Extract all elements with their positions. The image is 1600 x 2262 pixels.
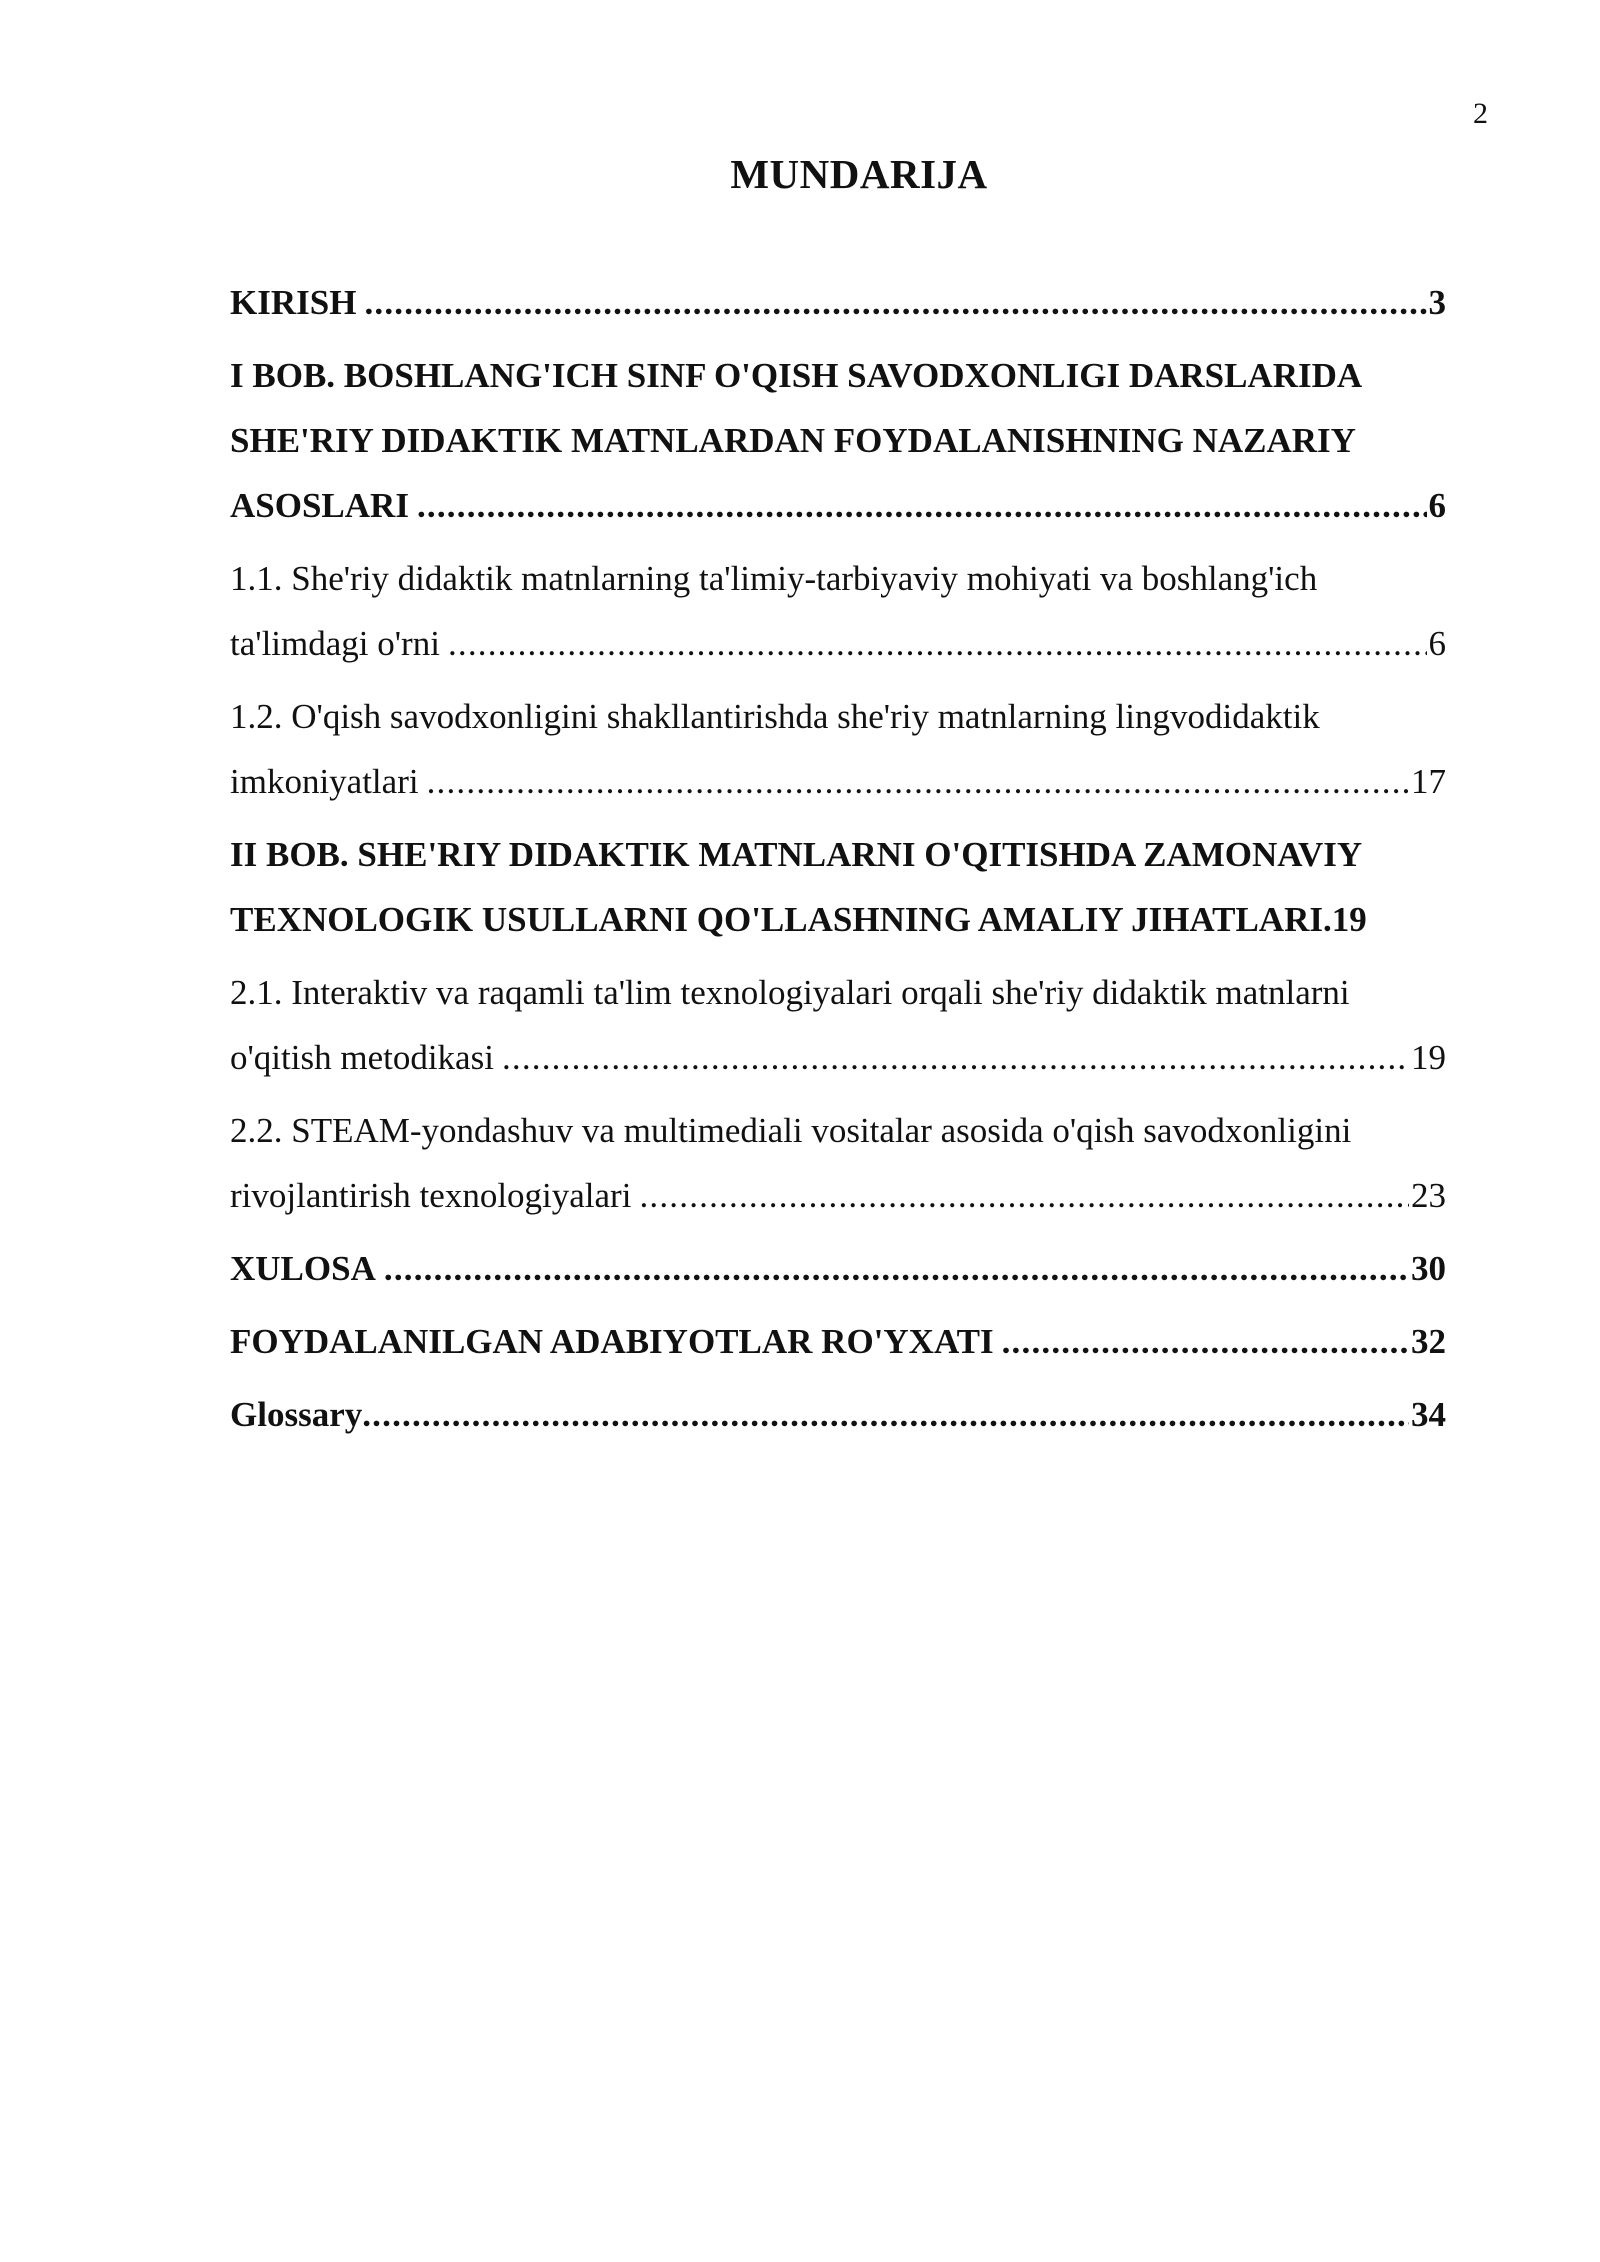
page-number: 2 — [1473, 97, 1488, 130]
page-title: MUNDARIJA — [730, 151, 988, 197]
toc-entry-label: Glossary — [230, 1395, 363, 1434]
toc-entry-label: FOYDALANILGAN ADABIYOTLAR RO'YXATI — [230, 1322, 994, 1361]
toc-entry-xulosa[interactable] — [230, 1236, 1446, 1301]
toc-page-ref: 6 — [1428, 486, 1446, 525]
toc-page-ref: 23 — [1411, 1176, 1446, 1215]
toc-entry-bibliography[interactable] — [230, 1309, 1446, 1374]
toc-entry-label: ta'limdagi o'rni — [230, 624, 440, 663]
toc-entry-line: 1.2. O'qish savodxonligini shakllantirishda she'riy matnlarning lingvodidaktik — [230, 697, 1320, 736]
toc-entry-line: 2.2. STEAM-yondashuv va multimediali vositalar asosida o'qish savodxonligini — [230, 1111, 1352, 1150]
toc-page-ref: 17 — [1411, 762, 1446, 801]
toc-entry-label: imkoniyatlari — [230, 762, 419, 801]
dot-leader — [362, 1382, 1409, 1447]
toc-page-ref: 34 — [1411, 1395, 1446, 1434]
toc-entry-label: rivojlantirish texnologiyalari — [230, 1176, 632, 1215]
toc-entry-section-1-2[interactable] — [230, 684, 1446, 814]
toc-entry-label: o'qitish metodikasi — [230, 1038, 494, 1077]
toc-entry-section-1-1[interactable] — [230, 546, 1446, 676]
toc-page-ref: 6 — [1428, 624, 1446, 663]
toc-entry-line: I BOB. BOSHLANG'ICH SINF O'QISH SAVODXONLIGI DARSLARIDA — [230, 356, 1363, 395]
toc-entry-glossary[interactable] — [230, 1382, 1446, 1447]
dot-leader — [384, 1236, 1409, 1301]
toc-entry-chapter-2[interactable] — [230, 822, 1446, 952]
toc-entry-line: SHE'RIY DIDAKTIK MATNLARDAN FOYDALANISHNING NAZARIY — [230, 421, 1356, 460]
toc-entry-line: 2.1. Interaktiv va raqamli ta'lim texnologiyalari orqali she'riy didaktik matnlarni — [230, 973, 1350, 1012]
toc-page-ref: 19 — [1331, 900, 1367, 939]
toc-entry-label: ASOSLARI — [230, 486, 409, 525]
toc-entry-section-2-1[interactable] — [230, 960, 1446, 1090]
toc-entry-chapter-1[interactable] — [230, 343, 1446, 538]
toc-page-ref: 3 — [1428, 283, 1446, 322]
toc-page-ref: 19 — [1411, 1038, 1446, 1077]
dot-leader — [502, 1025, 1409, 1090]
dot-leader — [427, 749, 1409, 814]
toc-entry-label: TEXNOLOGIK USULLARNI QO'LLASHNING AMALIY JIHATLARI. — [230, 900, 1332, 939]
dot-leader — [417, 473, 1427, 538]
toc-entry-label: XULOSA — [230, 1249, 376, 1288]
toc-page-ref: 32 — [1411, 1322, 1446, 1361]
dot-leader — [448, 611, 1427, 676]
table-of-contents — [230, 270, 1446, 1455]
toc-entry-section-2-2[interactable] — [230, 1098, 1446, 1228]
toc-entry-label: KIRISH — [230, 283, 357, 322]
dot-leader — [639, 1163, 1409, 1228]
dot-leader — [1002, 1309, 1409, 1374]
toc-entry-line: II BOB. SHE'RIY DIDAKTIK MATNLARNI O'QITISHDA ZAMONAVIY — [230, 835, 1363, 874]
toc-page-ref: 30 — [1411, 1249, 1446, 1288]
toc-entry-kirish[interactable] — [230, 270, 1446, 335]
toc-entry-line: 1.1. She'riy didaktik matnlarning ta'limiy-tarbiyaviy mohiyati va boshlang'ich — [230, 559, 1318, 598]
dot-leader — [364, 270, 1426, 335]
